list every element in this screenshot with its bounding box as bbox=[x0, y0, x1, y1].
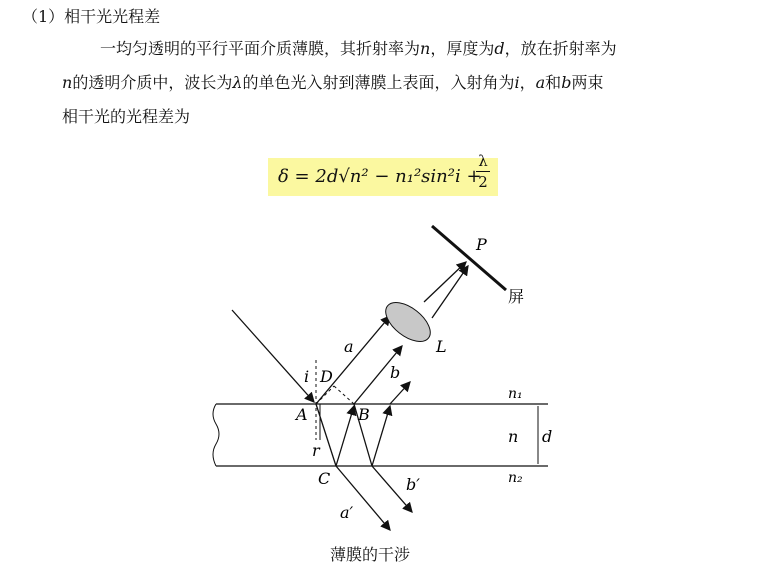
focus-ray-2 bbox=[432, 266, 468, 318]
label-P: P bbox=[476, 235, 487, 254]
paragraph-line-3: 相干光的光程差为 bbox=[62, 107, 191, 126]
label-C: C bbox=[318, 469, 331, 488]
label-i: i bbox=[304, 367, 310, 386]
label-A: A bbox=[296, 405, 308, 424]
fraction-numerator: λ bbox=[478, 152, 488, 170]
fraction-denominator: 2 bbox=[478, 173, 488, 191]
incident-ray bbox=[232, 310, 314, 402]
reflected-ray-up bbox=[336, 406, 354, 466]
optical-path-formula: δ = 2d√n² − n₁²sin²i + bbox=[278, 166, 482, 187]
paragraph-line-1: 一均匀透明的平行平面介质薄膜，其折射率为n，厚度为d，放在折射率为 bbox=[100, 39, 617, 58]
label-B: B bbox=[358, 405, 370, 424]
label-b-prime: b′ bbox=[406, 475, 420, 494]
label-d: d bbox=[542, 427, 553, 446]
label-a: a bbox=[344, 337, 354, 356]
label-n1: n₁ bbox=[508, 386, 523, 402]
label-L: L bbox=[436, 337, 447, 356]
film-left-break bbox=[213, 404, 219, 466]
figure-caption: 薄膜的干涉 bbox=[330, 545, 411, 564]
focus-ray-1 bbox=[424, 262, 466, 302]
ray-a bbox=[316, 316, 390, 404]
label-n: n bbox=[508, 427, 519, 446]
label-screen: 屏 bbox=[508, 287, 525, 306]
screen-line bbox=[432, 226, 506, 290]
label-b: b bbox=[390, 363, 401, 382]
lens-shape bbox=[379, 295, 437, 349]
label-r: r bbox=[312, 441, 320, 460]
label-n2: n₂ bbox=[508, 470, 523, 486]
paragraph-line-2: n的透明介质中，波长为λ的单色光入射到薄膜上表面，入射角为i，a和b两束 bbox=[62, 73, 604, 92]
label-D: D bbox=[320, 367, 333, 386]
section-heading: （1）相干光光程差 bbox=[22, 7, 161, 26]
label-a-prime: a′ bbox=[340, 503, 354, 522]
wavefront-AD bbox=[334, 386, 354, 404]
